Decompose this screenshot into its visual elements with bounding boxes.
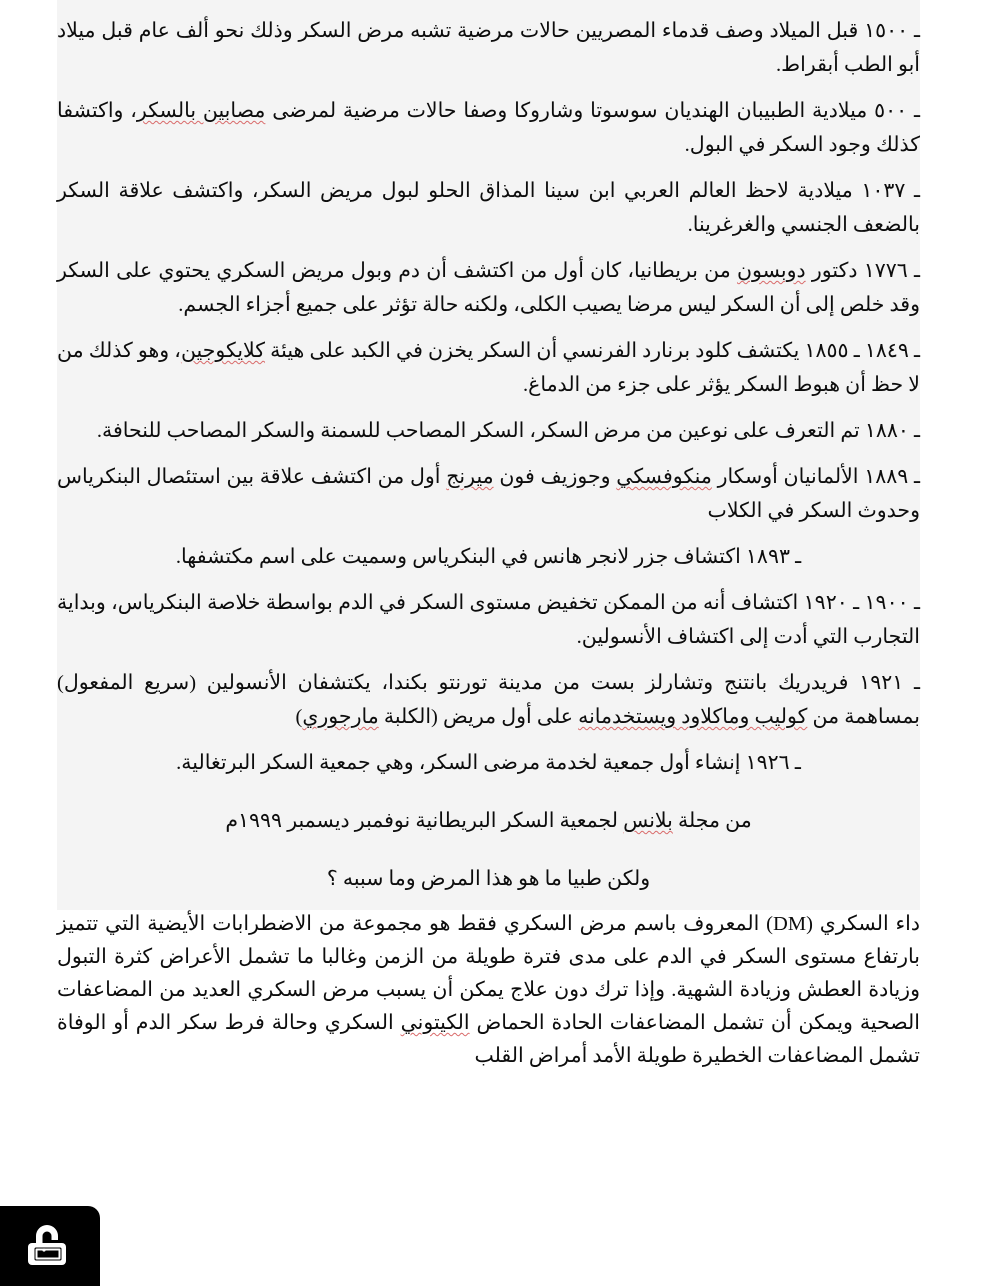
timeline-entry-1849-1855 xyxy=(57,334,920,402)
timeline-entry-text: ـ ١٠٣٧ ميلادية لاحظ العالم العربي ابن سينا المذاق الحلو لبول مريض السكر، واكتشف علاقة السكر بالضعف الجنسي والغرغرينا. xyxy=(57,180,920,236)
timeline-entry-text: ـ ١٩٢٦ إنشاء أول جمعية لخدمة مرضى السكر، وهي جمعية السكر البرتغالية. xyxy=(176,752,801,774)
timeline-entry-text-before: ـ ٥٠٠ ميلادية الطبيبان الهنديان سوسوتا وشاروكا وصفا حالات مرضية لمرضى xyxy=(265,100,920,122)
timeline-entry-text: ـ ١٥٠٠ قبل الميلاد وصف قدماء المصريين حالات مرضية تشبه مرض السكر وذلك نحو ألف عام قبل ميلاد أبو الطب أبقراط. xyxy=(57,20,920,76)
timeline-entry-text-mid: وجوزيف فون xyxy=(493,466,617,488)
misspelled-word: كوليب وماكلاود ويستخدمانه xyxy=(578,706,808,728)
timeline-entry-1889 xyxy=(57,460,920,528)
diabetes-abbreviation: DM xyxy=(773,913,807,935)
timeline-entry-text-end: ) xyxy=(295,706,303,728)
timeline-entry-1776 xyxy=(57,254,920,322)
timeline-entry-text-before: ـ ١٧٧٦ دكتور xyxy=(805,260,920,282)
timeline-entry-text-before: ـ ١٨٨٩ الألمانيان أوسكار xyxy=(711,466,921,488)
misspelled-word: الكيتوني xyxy=(400,1012,470,1034)
timeline-entry-text: ـ ١٩٠٠ ـ ١٩٢٠ اكتشاف أنه من الممكن تخفيض مستوى السكر في الدم بواسطة خلاصة البنكرياس، وبداية التجارب التي أدت إلى اكتشاف الأنسولين. xyxy=(57,592,921,648)
misspelled-word-second: مارجوري xyxy=(302,706,379,728)
timeline-entry-1037 xyxy=(57,174,920,242)
misspelled-word: بلانس xyxy=(623,810,673,832)
misspelled-word-second: ميرنج xyxy=(446,466,494,488)
timeline-entry-text-before: ـ ١٩٢١ فريدريك بانتنج وتشارلز بست من مدينة تورنتو بكندا، يكتشفان الأنسولين (سريع المفعول) بمساهمة من xyxy=(57,672,920,728)
definition-text-after: السكري وحالة فرط سكر الدم أو الوفاة تشمل المضاعفات الخطيرة طويلة الأمد أمراض القلب xyxy=(57,1012,920,1067)
misspelled-word: كلايكوجين xyxy=(180,340,266,362)
timeline-entry-1880 xyxy=(57,414,920,448)
timeline-entry-1926 xyxy=(57,746,920,780)
definition-text-before: داء السكري ( xyxy=(806,913,920,935)
timeline-entry-1900-1920 xyxy=(57,586,920,654)
source-text-after: لجمعية السكر البريطانية نوفمبر ديسمبر ١٩٩٩م xyxy=(225,810,624,832)
diabetes-definition-paragraph xyxy=(57,908,920,1073)
source-text-before: من مجلة xyxy=(672,810,752,832)
timeline-entry-text: ـ ١٨٩٣ اكتشاف جزر لانجر هانس في البنكرياس وسميت على اسم مكتشفها. xyxy=(175,546,802,568)
misspelled-word: منكوفسكي xyxy=(616,466,712,488)
timeline-entry-text-after: ، واكتشفا كذلك وجود السكر في البول. xyxy=(57,100,920,156)
timeline-entry-text: ـ ١٨٨٠ تم التعرف على نوعين من مرض السكر، السكر المصاحب للسمنة والسكر المصاحب للنحافة. xyxy=(96,420,920,442)
timeline-entry-500ad xyxy=(57,94,920,162)
timeline-entry-text-after: ، وهو كذلك من لا حظ أن هبوط السكر يؤثر على جزء من الدماغ. xyxy=(57,340,920,396)
question-text: ولكن طبيا ما هو هذا المرض وما سببه ؟ xyxy=(326,868,651,890)
unlock-icon xyxy=(22,1223,78,1269)
timeline-entry-1893 xyxy=(57,540,920,574)
misspelled-word: دوبسون xyxy=(737,260,806,282)
timeline-entry-text-after: من بريطانيا، كان أول من اكتشف أن دم وبول مريض السكري يحتوي على السكر وقد خلص إلى أن السكر ليس مرضا يصيب الكلى، ولكنه حالة تؤثر على جميع أجزاء الجسم. xyxy=(57,260,920,316)
timeline-entry-1500bc xyxy=(57,14,920,82)
source-citation xyxy=(57,804,920,838)
unlock-badge[interactable] xyxy=(0,1206,100,1286)
timeline-entry-1921 xyxy=(57,666,920,734)
timeline-entry-text-after: أول من اكتشف علاقة بين استئصال البنكرياس وحدوث السكر في الكلاب xyxy=(57,466,920,522)
definition-text-middle: ) المعروف باسم مرض السكري فقط هو مجموعة من الاضطرابات الأيضية التي تتميز بارتفاع مستوى السكر في الدم على مدى فترة طويلة من الزمن وغالبا ما تشمل الأعراض كثرة التبول وزيادة العطش وزيادة الشهية. وإذا ترك دون علاج يمكن أن يسبب مرض السكري العديد من المضاعفات الصحية ويمكن أن تشمل المضاعفات الحادة الحماض xyxy=(57,913,920,1034)
timeline-entry-text-after: على أول مريض (الكلبة xyxy=(378,706,579,728)
document-content xyxy=(57,0,920,1073)
timeline-entry-text-before: ـ ١٨٤٩ ـ ١٨٥٥ يكتشف كلود برنارد الفرنسي أن السكر يخزن في الكبد على هيئة xyxy=(265,340,921,362)
transition-question xyxy=(57,862,920,896)
misspelled-word: مصابين بالسكر xyxy=(136,100,266,122)
